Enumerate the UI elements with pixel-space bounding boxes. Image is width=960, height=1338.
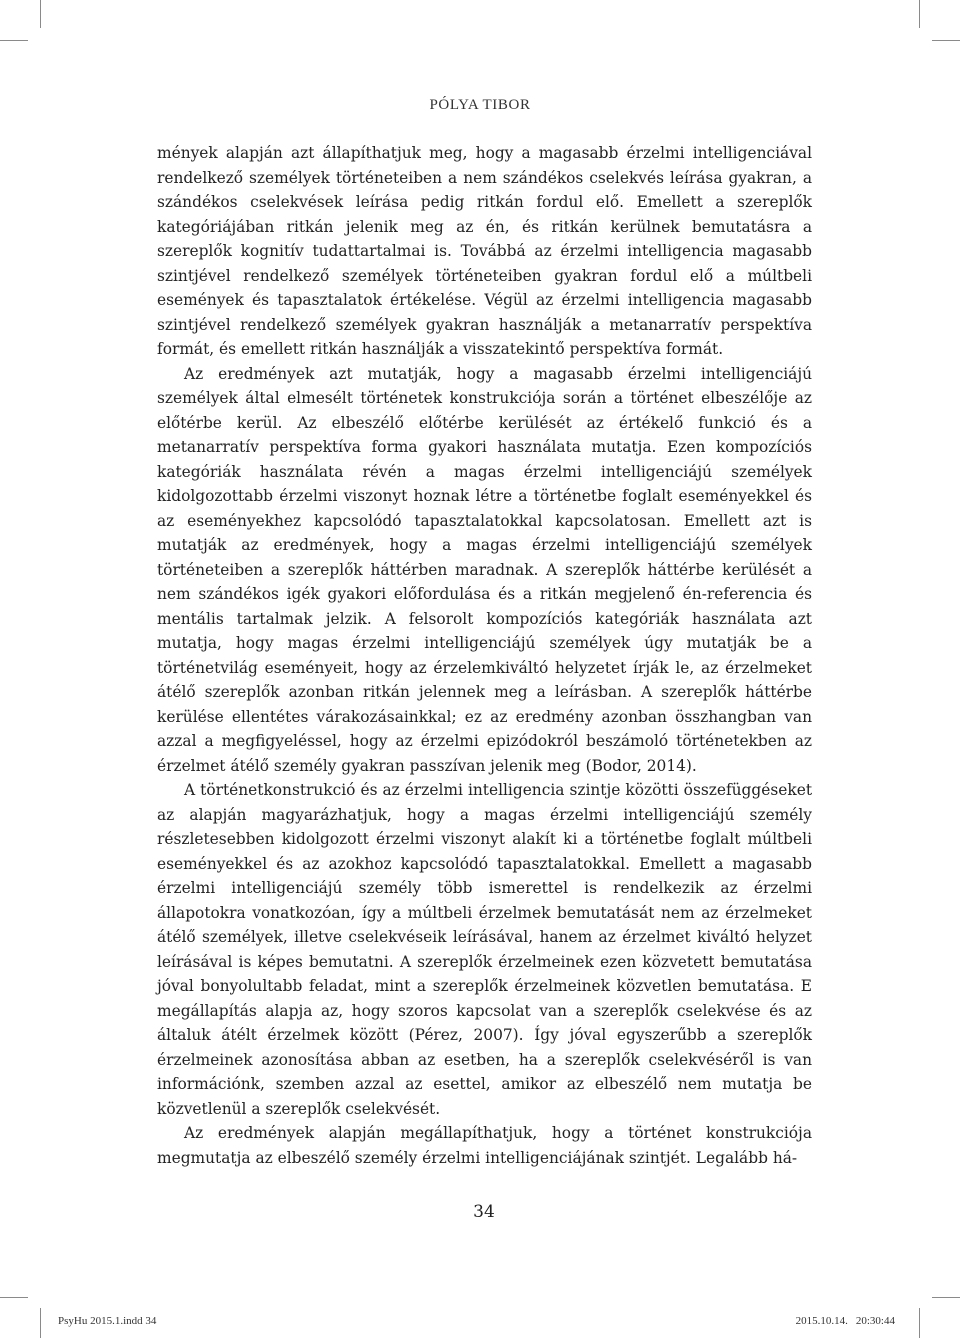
slug-file: PsyHu 2015.1.indd 34 [58,1315,157,1327]
paragraph-3: A történetkonstrukció és az érzelmi intelligencia szintje közötti összefüggéseket az alapján magyarázhatjuk, hogy a magas érzelmi intelligenciájú személy részletesebben kidolgozott érzelmi viszonyt alakít ki a történetbe foglalt múltbeli eseményekkel és az azokhoz kapcsolódó tapasztalatokkal. Emellett a magasabb érzelmi intelligenciájú személy több ismerettel is rendelkezik az érzelmi állapotokra vonatkozóan, így a múltbeli érzelmek bemutatását nem az érzelmeket átélő személyek, illetve cselekvéseik leírásával, hanem az érzelmet kiváltó helyzet leírásával is képes bemutatni. A szereplők érzelmeinek ezen közvetett bemutatása jóval bonyolultabb feladat, mint a szereplők érzelmeinek közvetlen bemutatása. E megállapítás alapja az, hogy szoros kapcsolat van a szereplők cselekvése és az általuk átélt érzelmek között (Pérez, 2007). Így jóval egyszerűbb a szereplők érzelmeinek azonosítása abban az esetben, ha a szereplők cselekvéséről is van információnk, szemben azzal az esettel, amikor az elbeszélő nem mutatja be közvetlenül a szereplők cselekvését. [157,781,812,1118]
crop-mark-top-left [40,0,41,28]
paragraph-2: Az eredmények azt mutatják, hogy a magasabb érzelmi intelligenciájú személyek által elmesélt történetek konstrukciója során a történet elbeszélője az előtérbe kerül. Az elbeszélő előtérbe kerülését az értékelő funkció és a metanarratív perspektíva forma gyakori használata mutatja. Ezen kompozíciós kategóriák használata révén a magas érzelmi intelligenciájú személyek kidolgozottabb érzelmi viszonyt hoznak létre a történetbe foglalt eseményekkel és az eseményekhez kapcsolódó tapasztalatokkal kapcsolatosan. Emellett azt is mutatják az eredmények, hogy a magas érzelmi intelligenciájú személyek történeteiben a szereplők háttérben maradnak. A szereplők háttérbe kerülését a nem szándékos igék gyakori előfordulása és a ritkán megjelenő én-referencia és mentális tartalmak jelzik. A felsorolt kompozíciós kategóriák használata azt mutatja, hogy magas érzelmi intelligenciájú személyek úgy mutatják be a történetvilág eseményeit, hogy az érzelemkiváltó helyzetet írják le, az érzelmeket átélő szereplők azonban ritkán jelennek meg a leírásban. A szereplők háttérbe kerülése ellentétes várakozásainkkal; ez az eredmény azonban összhangban van azzal a megfigyeléssel, hogy az érzelmi epizódokról beszámoló történetekben az érzelmet átélő személy gyakran passzívan jelenik meg (Bodor, 2014). [157,364,812,775]
paragraph-1: mények alapján azt állapíthatjuk meg, hogy a magasabb érzelmi intelligenciával rendelkező személyek történeteiben a nem szándékos cselekvés leírása gyakran, a szándékos cselekvések leírása pedig ritkán fordul elő. Emellett a szereplők kategóriájában ritkán jelenik meg az én, és ritkán kerülnek bemutatásra a szereplők kognitív tudattartalmai is. Továbbá az érzelmi intelligencia magasabb szintjével rendelkező személyek történeteiben gyakran fordul elő a múltbeli események és tapasztalatok értékelése. Végül az érzelmi intelligencia magasabb szintjével rendelkező személyek gyakran használják a metanarratív perspektíva formát, és emellett ritkán használják a visszatekintő perspektíva formát. [157,144,812,358]
crop-mark-bottom-right-h [932,1297,960,1298]
crop-mark-bottom-left-h [0,1297,28,1298]
crop-mark-bottom-right [919,1308,920,1338]
page-number: 34 [473,1202,495,1222]
crop-mark-top-right [919,0,920,28]
slug-time: 20:30:44 [855,1315,895,1327]
slug-timestamp [788,1315,895,1327]
paragraph-4: Az eredmények alapján megállapíthatjuk, hogy a történet konstrukciója megmutatja az elbeszélő személy érzelmi intelligenciájának szintjét. Legalább há- [157,1124,812,1167]
body-text [157,141,812,1170]
crop-mark-top-right-h [932,40,960,41]
running-head: PÓLYA TIBOR [429,97,531,113]
crop-mark-bottom-left [40,1308,41,1338]
slug-date: 2015.10.14. [795,1315,848,1327]
crop-mark-top-left-h [0,40,28,41]
